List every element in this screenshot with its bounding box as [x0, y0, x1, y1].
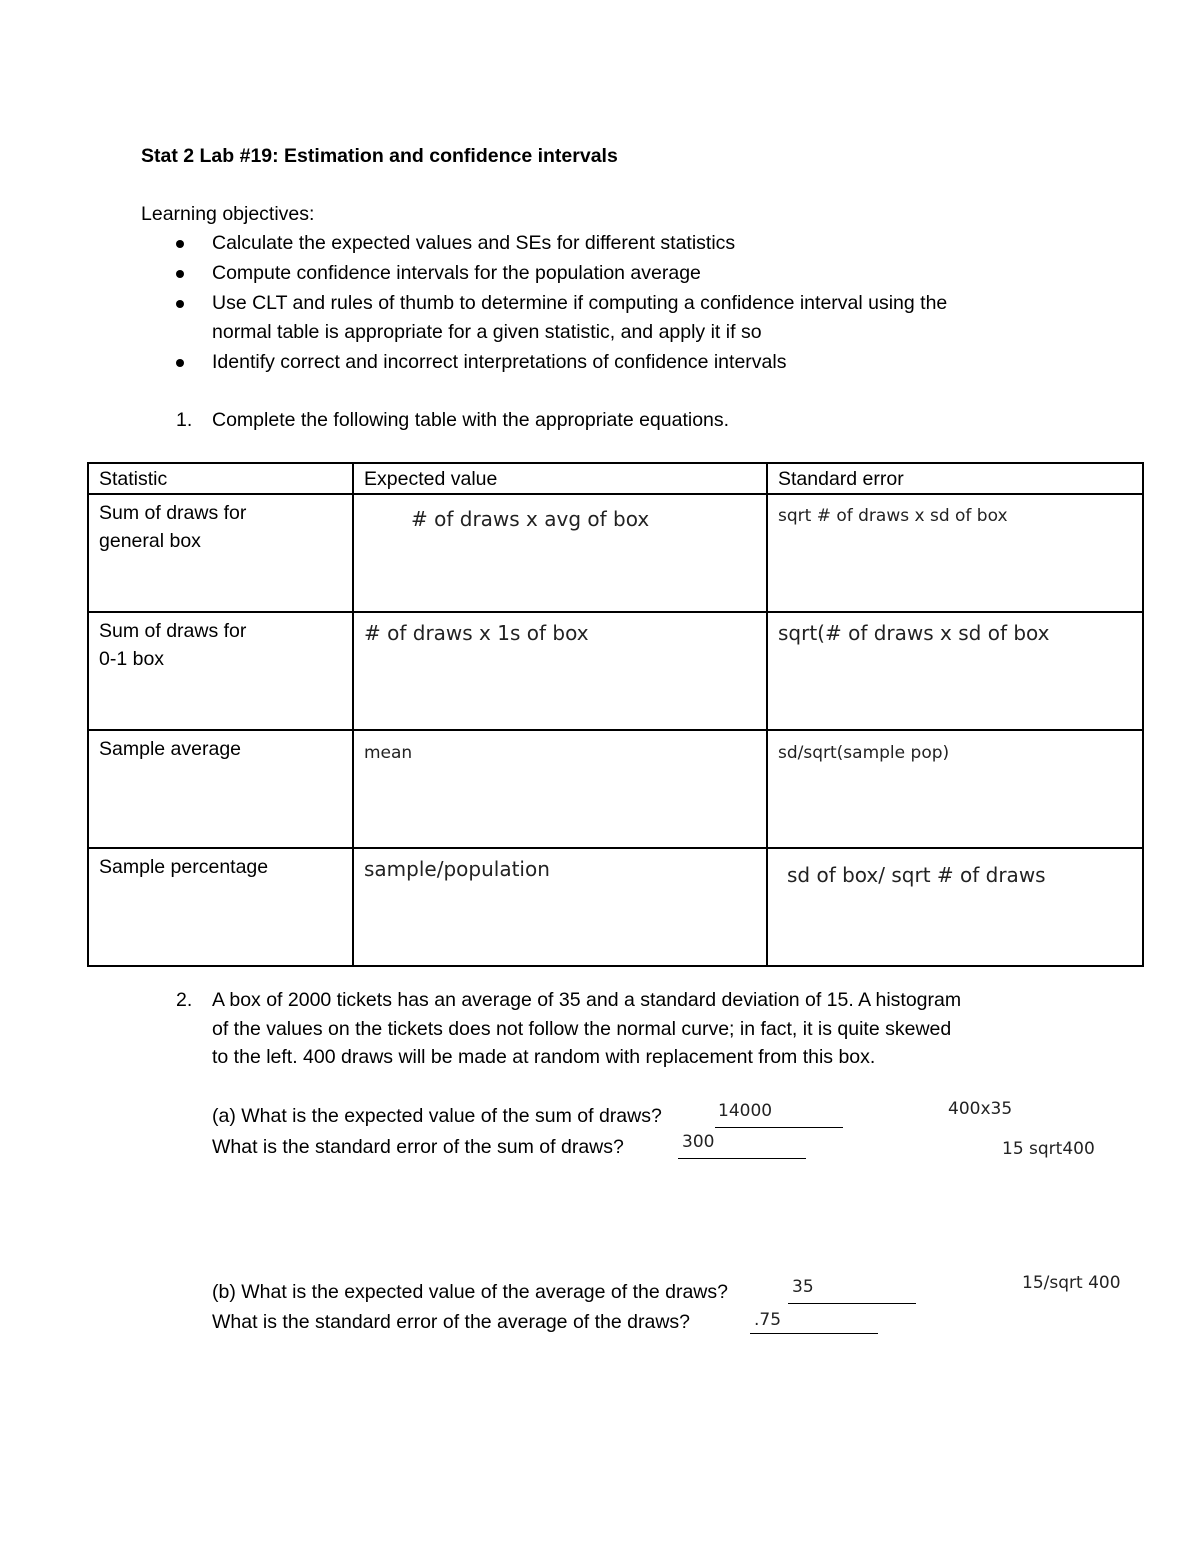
expected-value-answer: mean [364, 743, 413, 763]
answer-blank[interactable] [715, 1127, 843, 1128]
q2b-se-question: What is the standard error of the average of the draws? [212, 1311, 691, 1333]
header-expected-value: Expected value [353, 463, 767, 494]
q2b-expected-question: (b) What is the expected value of the average of the draws? [212, 1281, 728, 1303]
expected-value-cell[interactable] [353, 848, 767, 966]
standard-error-answer: sqrt(# of draws x sd of box [778, 621, 1050, 645]
header-statistic: Statistic [88, 463, 353, 494]
q2a-se-answer: 300 [682, 1132, 715, 1152]
objective-item-continued: normal table is appropriate for a given statistic, and apply it if so [212, 321, 762, 343]
objective-item: Compute confidence intervals for the population average [212, 262, 701, 284]
statistic-label: general box [99, 530, 201, 552]
table-row [88, 848, 1143, 966]
q2a-se-question: What is the standard error of the sum of draws? [212, 1136, 624, 1158]
q2-text-line: A box of 2000 tickets has an average of 35 and a standard deviation of 15. A histogram [212, 989, 962, 1011]
q2b-note: 15/sqrt 400 [1022, 1273, 1121, 1293]
standard-error-answer: sd of box/ sqrt # of draws [787, 863, 1046, 887]
standard-error-cell[interactable] [767, 848, 1143, 966]
statistic-label: Sample percentage [99, 856, 269, 878]
page-title: Stat 2 Lab #19: Estimation and confidence intervals [141, 145, 618, 167]
bullet-icon [176, 359, 184, 367]
statistic-cell [88, 730, 353, 848]
statistic-label: Sum of draws for [99, 620, 247, 642]
q1-number: 1. [176, 409, 193, 431]
statistic-cell [88, 494, 353, 612]
table-row [88, 612, 1143, 730]
answer-blank[interactable] [750, 1333, 878, 1334]
standard-error-answer: sqrt # of draws x sd of box [778, 506, 1008, 526]
q2a-expected-answer: 14000 [718, 1101, 773, 1121]
equations-table [87, 462, 1144, 967]
table-header-row [88, 463, 1143, 494]
standard-error-cell[interactable] [767, 612, 1143, 730]
bullet-icon [176, 270, 184, 278]
answer-blank[interactable] [678, 1158, 806, 1159]
table-row [88, 494, 1143, 612]
q2a-expected-question: (a) What is the expected value of the sum of draws? [212, 1105, 662, 1127]
expected-value-cell[interactable] [353, 612, 767, 730]
statistic-label: Sum of draws for [99, 502, 247, 524]
header-standard-error: Standard error [767, 463, 1143, 494]
q2-text-line: to the left. 400 draws will be made at random with replacement from this box. [212, 1046, 876, 1068]
objective-item: Calculate the expected values and SEs for different statistics [212, 232, 736, 254]
expected-value-answer: # of draws x 1s of box [364, 621, 589, 645]
q2b-se-answer: .75 [754, 1310, 782, 1330]
objectives-heading: Learning objectives: [141, 203, 315, 225]
standard-error-cell[interactable] [767, 494, 1143, 612]
q2-number: 2. [176, 989, 193, 1011]
objective-item: Identify correct and incorrect interpretations of confidence intervals [212, 351, 787, 373]
expected-value-answer: sample/population [364, 857, 550, 881]
q1-text: Complete the following table with the appropriate equations. [212, 409, 730, 431]
statistic-cell [88, 848, 353, 966]
bullet-icon [176, 300, 184, 308]
bullet-icon [176, 240, 184, 248]
statistic-cell [88, 612, 353, 730]
standard-error-answer: sd/sqrt(sample pop) [778, 743, 950, 763]
expected-value-cell[interactable] [353, 730, 767, 848]
table-row [88, 730, 1143, 848]
statistic-label: 0-1 box [99, 648, 165, 670]
objective-item: Use CLT and rules of thumb to determine if computing a confidence interval using the [212, 292, 948, 314]
expected-value-cell[interactable] [353, 494, 767, 612]
expected-value-answer: # of draws x avg of box [411, 507, 650, 531]
answer-blank[interactable] [788, 1303, 916, 1304]
q2b-expected-answer: 35 [792, 1277, 814, 1297]
q2a-expected-note: 400x35 [948, 1099, 1013, 1119]
q2a-se-note: 15 sqrt400 [1002, 1139, 1095, 1159]
q2-text-line: of the values on the tickets does not follow the normal curve; in fact, it is quite skewed [212, 1018, 952, 1040]
standard-error-cell[interactable] [767, 730, 1143, 848]
statistic-label: Sample average [99, 738, 242, 760]
